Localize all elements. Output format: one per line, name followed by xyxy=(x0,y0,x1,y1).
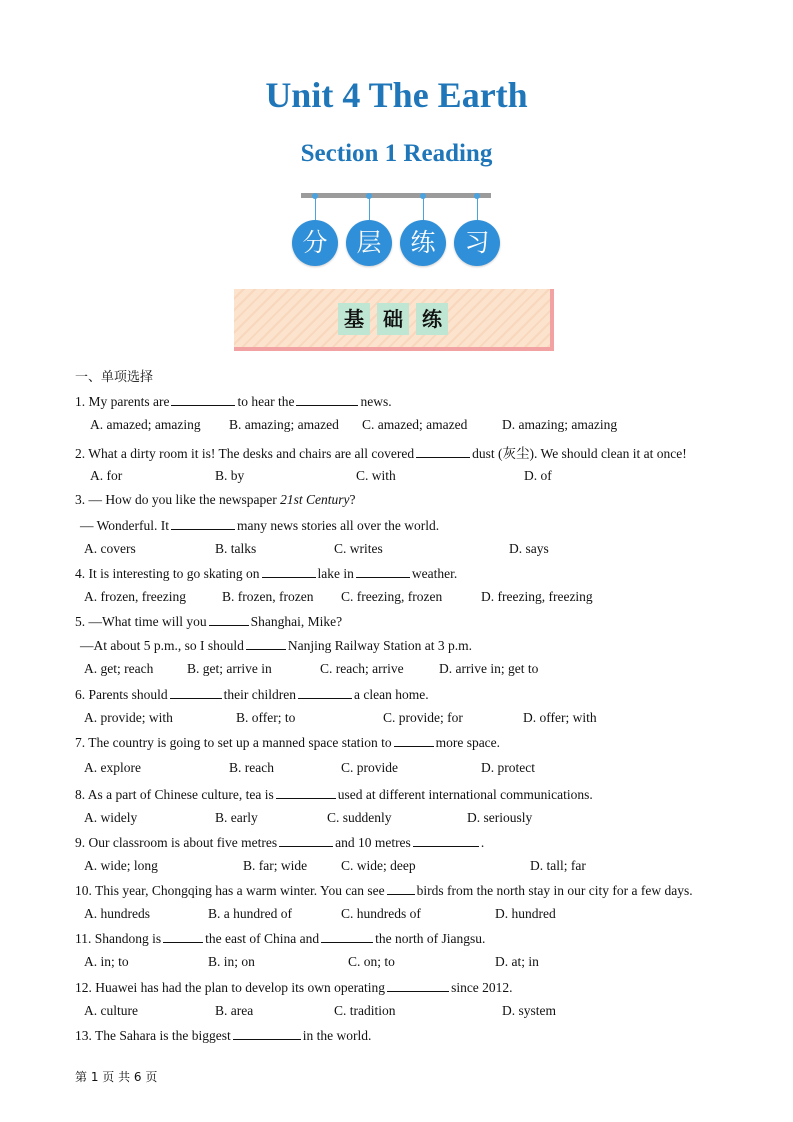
answer-blank xyxy=(171,393,235,406)
option: A. in; to xyxy=(84,954,129,969)
question-stem: 12. Huawei has had the plan to develop its own operating since 2012. xyxy=(75,980,513,995)
option: D. says xyxy=(509,541,549,556)
question-stem: 7. The country is going to set up a manned space station to more space. xyxy=(75,735,501,750)
answer-blank xyxy=(163,930,203,943)
answer-blank xyxy=(209,613,249,626)
option: D. of xyxy=(524,468,552,483)
option: A. culture xyxy=(84,1003,138,1018)
option: C. amazed; amazed xyxy=(362,417,468,432)
answer-blank xyxy=(276,786,336,799)
option: D. at; in xyxy=(495,954,539,969)
question-stem: 1. My parents are to hear the news. xyxy=(75,394,392,409)
option: C. suddenly xyxy=(327,810,392,825)
document-title: Unit 4 The Earth xyxy=(265,75,528,115)
option: A. explore xyxy=(84,760,141,775)
option: A. for xyxy=(90,468,123,483)
circle-label: 练 xyxy=(400,220,446,266)
question-stem: 4. It is interesting to go skating on lake in weather. xyxy=(75,566,458,581)
answer-blank xyxy=(416,445,470,458)
option: B. frozen, frozen xyxy=(222,589,314,604)
answer-blank xyxy=(233,1027,301,1040)
answer-blank xyxy=(262,565,316,578)
option: A. hundreds xyxy=(84,906,150,921)
option: A. frozen, freezing xyxy=(84,589,186,604)
answer-blank xyxy=(387,882,415,895)
option: D. offer; with xyxy=(523,710,597,725)
circle-label: 层 xyxy=(346,220,392,266)
option: A. provide; with xyxy=(84,710,173,725)
option: B. get; arrive in xyxy=(187,661,272,676)
option: D. system xyxy=(502,1003,556,1018)
option: B. reach xyxy=(229,760,274,775)
option: A. amazed; amazing xyxy=(90,417,201,432)
option: B. talks xyxy=(215,541,257,556)
option: A. widely xyxy=(84,810,138,825)
option: C. on; to xyxy=(348,954,395,969)
option: C. hundreds of xyxy=(341,906,421,921)
hang-wire xyxy=(423,196,424,220)
page-footer: 第 1 页 共 6 页 xyxy=(75,1070,158,1084)
section-heading: 一、单项选择 xyxy=(75,370,154,385)
option: C. with xyxy=(356,468,396,483)
question-stem: 8. As a part of Chinese culture, tea is used at different international communications. xyxy=(75,787,593,802)
option: A. wide; long xyxy=(84,858,158,873)
option: B. a hundred of xyxy=(208,906,292,921)
option: B. far; wide xyxy=(243,858,308,873)
answer-blank xyxy=(387,979,449,992)
option: D. protect xyxy=(481,760,535,775)
question-stem: 13. The Sahara is the biggest in the world. xyxy=(75,1028,372,1043)
option: B. area xyxy=(215,1003,254,1018)
option: A. get; reach xyxy=(84,661,154,676)
banner-chip: 础 xyxy=(377,303,409,335)
question-stem: 2. What a dirty room it is! The desks and chairs are all covered dust (灰尘). We should clean it at once! xyxy=(75,446,687,461)
answer-blank xyxy=(279,834,333,847)
option: D. freezing, freezing xyxy=(481,589,593,604)
option: B. early xyxy=(215,810,258,825)
circle-label: 习 xyxy=(454,220,500,266)
answer-blank xyxy=(171,517,235,530)
option: D. tall; far xyxy=(530,858,586,873)
hang-wire xyxy=(477,196,478,220)
option: C. writes xyxy=(334,541,383,556)
question-stem: 11. Shandong is the east of China and the north of Jiangsu. xyxy=(75,931,486,946)
option: C. freezing, frozen xyxy=(341,589,443,604)
hang-wire xyxy=(315,196,316,220)
option: B. in; on xyxy=(208,954,255,969)
answer-blank xyxy=(298,686,352,699)
question-stem: 9. Our classroom is about five metres and 10 metres . xyxy=(75,835,485,850)
question-stem: —At about 5 p.m., so I should Nanjing Railway Station at 3 p.m. xyxy=(80,638,472,653)
question-stem: — Wonderful. It many news stories all over the world. xyxy=(80,518,440,533)
option: B. amazing; amazed xyxy=(229,417,339,432)
option: B. by xyxy=(215,468,245,483)
option: C. provide; for xyxy=(383,710,463,725)
option: C. wide; deep xyxy=(341,858,416,873)
banner-chip: 基 xyxy=(338,303,370,335)
option: D. seriously xyxy=(467,810,533,825)
option: D. hundred xyxy=(495,906,556,921)
option: A. covers xyxy=(84,541,136,556)
answer-blank xyxy=(246,637,286,650)
option: C. reach; arrive xyxy=(320,661,404,676)
question-stem: 5. —What time will you Shanghai, Mike? xyxy=(75,614,343,629)
answer-blank xyxy=(296,393,358,406)
question-stem: 6. Parents should their children a clean home. xyxy=(75,687,429,702)
option: D. amazing; amazing xyxy=(502,417,618,432)
answer-blank xyxy=(170,686,222,699)
option: B. offer; to xyxy=(236,710,296,725)
option: C. tradition xyxy=(334,1003,396,1018)
question-stem: 10. This year, Chongqing has a warm winter. You can see birds from the north stay in our city for a few days. xyxy=(75,883,693,898)
circle-label: 分 xyxy=(292,220,338,266)
option: C. provide xyxy=(341,760,398,775)
hanging-bar xyxy=(301,193,491,198)
answer-blank xyxy=(394,734,434,747)
answer-blank xyxy=(413,834,479,847)
answer-blank xyxy=(356,565,410,578)
answer-blank xyxy=(321,930,373,943)
banner-chip: 练 xyxy=(416,303,448,335)
hang-wire xyxy=(369,196,370,220)
option: D. arrive in; get to xyxy=(439,661,539,676)
document-subtitle: Section 1 Reading xyxy=(300,140,493,167)
question-stem: 3. — How do you like the newspaper 21st Century? xyxy=(75,492,356,507)
